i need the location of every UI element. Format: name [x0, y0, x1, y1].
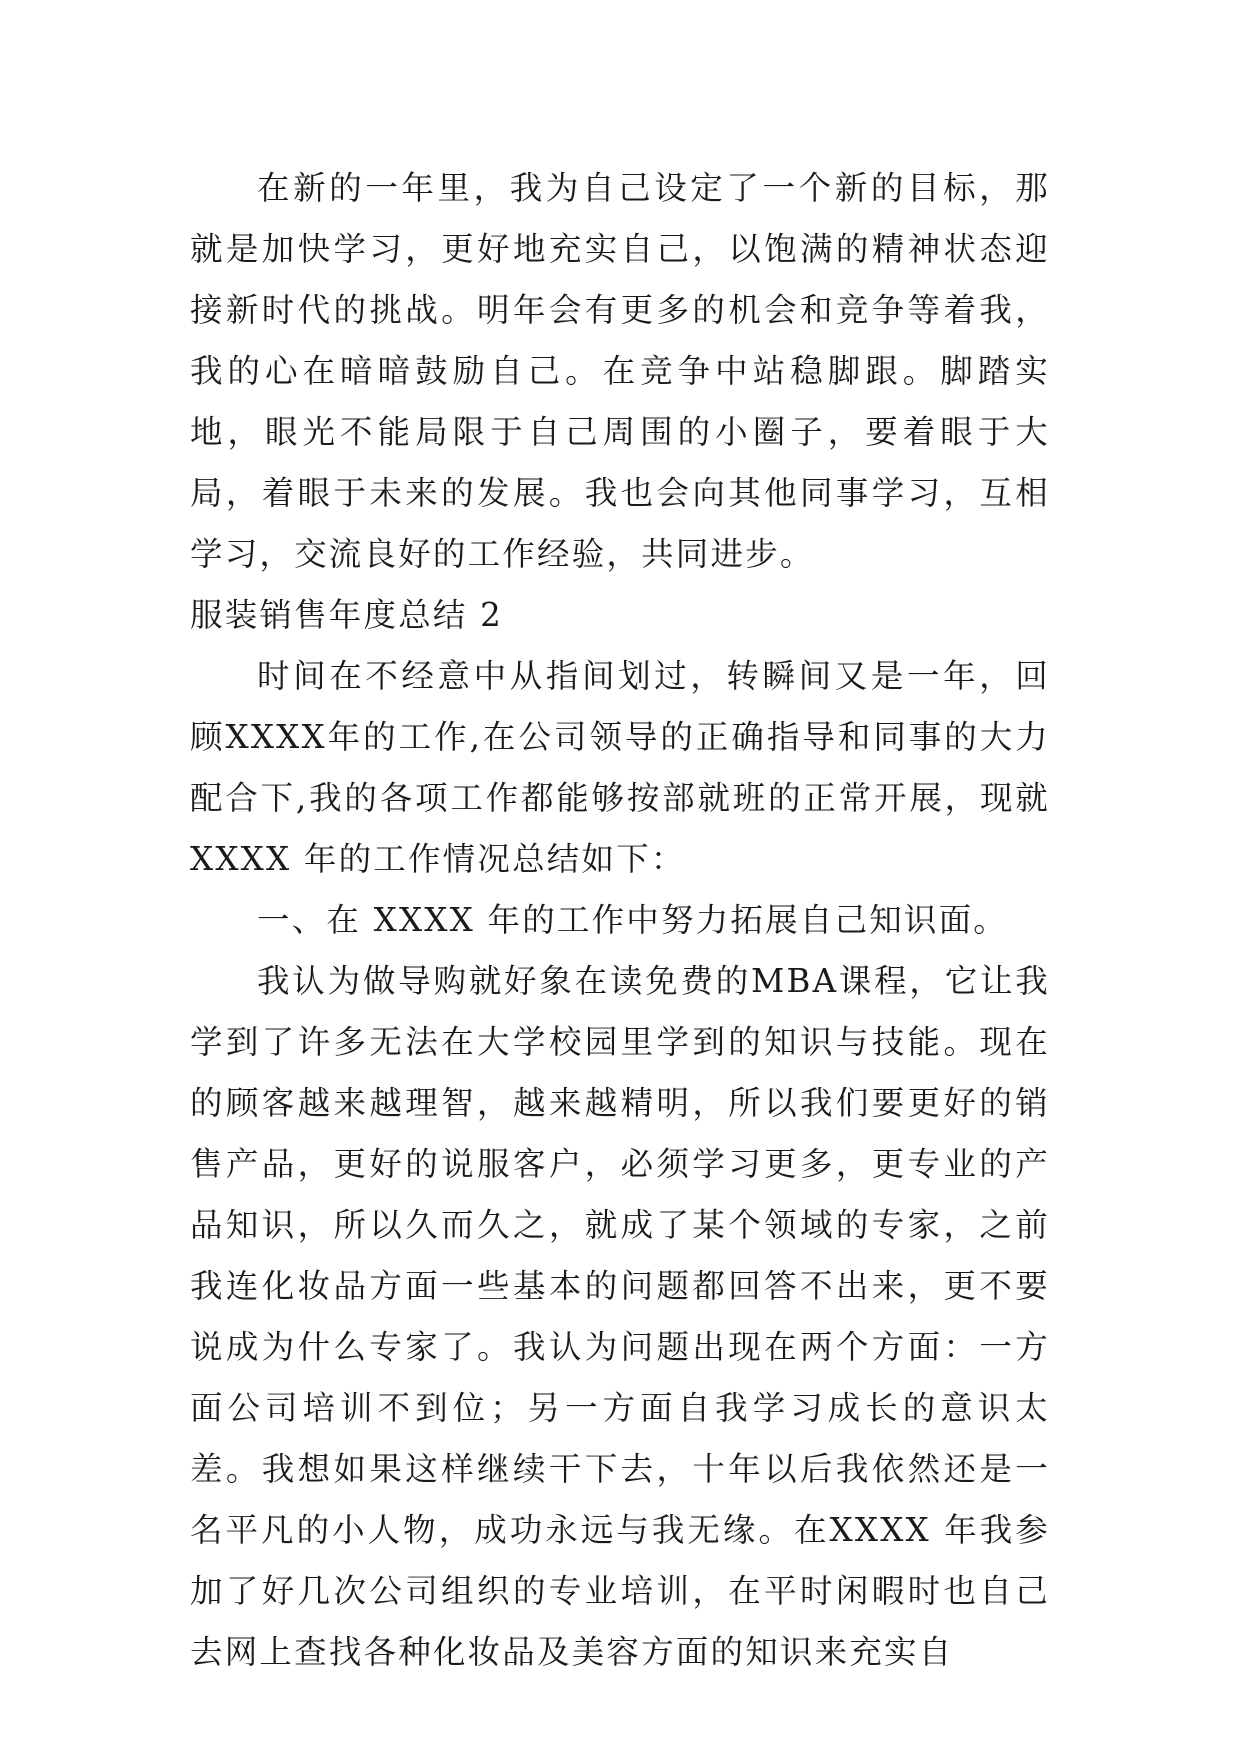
- paragraph-point-one: 一、在 XXXX 年的工作中努力拓展自己知识面。: [257, 901, 1009, 939]
- paragraph-training: 我认为做导购就好象在读免费的MBA课程，它让我学到了许多无法在大学校园里学到的知识与技能。现在的顾客越来越理智，越来越精明，所以我们要更好的销售产品，更好的说服客户，必须学习更多，更专业的产品知识，所以久而久之，就成了某个领域的专家，之前我连化妆品方面一些基本的问题都回答不出来，更不要说成为什么专家了。我认为问题出现在两个方面：一方面公司培训不到位；另一方面自我学习成长的意识太差。我想如果这样继续干下去，十年以后我依然还是一名平凡的小人物，成功永远与我无缘。在XXXX 年我参加了好几次公司组织的专业培训，在平时闲暇时也自己去网上查找各种化妆品及美容方面的知识来充实自: [190, 962, 1050, 1671]
- paragraph-new-year-goal: 在新的一年里，我为自己设定了一个新的目标，那就是加快学习，更好地充实自己，以饱满的精神状态迎接新时代的挑战。明年会有更多的机会和竞争等着我，我的心在暗暗鼓励自己。在竞争中站稳脚跟。脚踏实地，眼光不能局限于自己周围的小圈子，要着眼于大局，着眼于未来的发展。我也会向其他同事学习，互相学习，交流良好的工作经验，共同进步。: [190, 169, 1050, 573]
- document-body: [190, 158, 1050, 1683]
- section-heading: 服装销售年度总结 2: [190, 596, 504, 634]
- paragraph-intro: 时间在不经意中从指间划过，转瞬间又是一年，回顾XXXX年的工作,在公司领导的正确指导和同事的大力配合下,我的各项工作都能够按部就班的正常开展，现就 XXXX 年的工作情况总结如下：: [190, 657, 1050, 878]
